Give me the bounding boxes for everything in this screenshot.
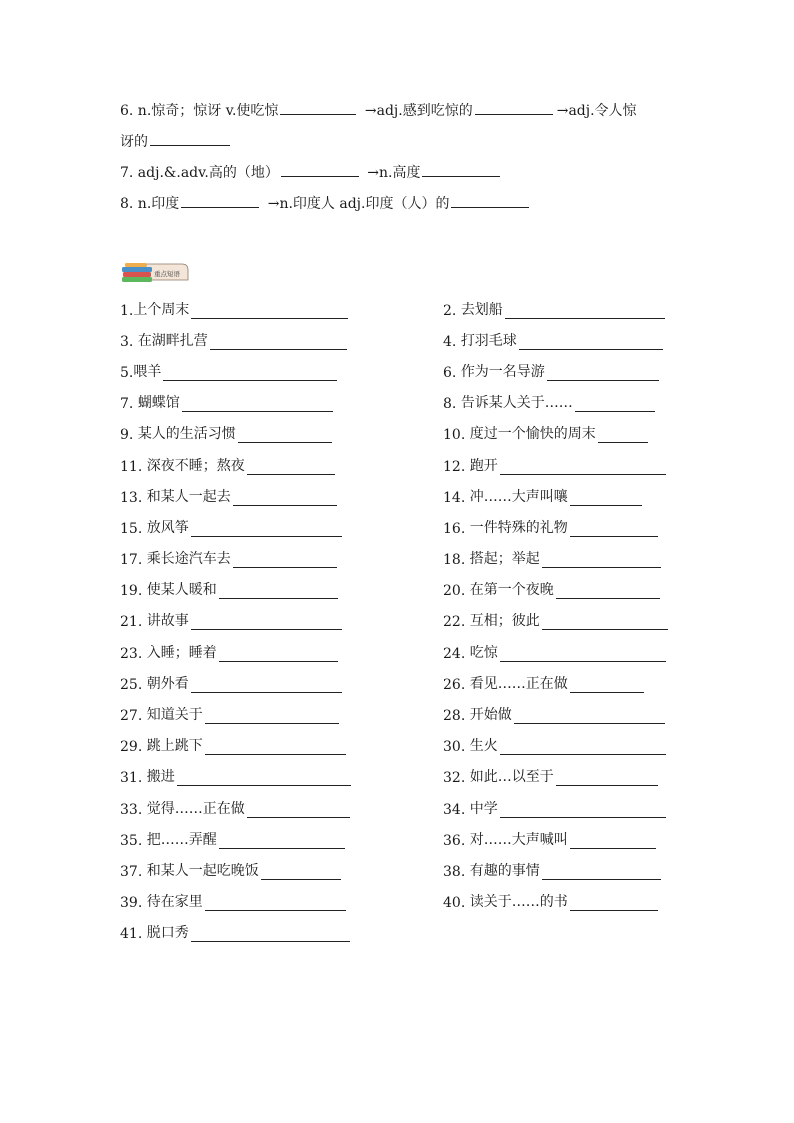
vocab-6-adj2: →adj.令人惊 — [556, 103, 637, 119]
phrase-row — [120, 823, 680, 854]
answer-blank[interactable] — [570, 894, 658, 911]
answer-blank[interactable] — [500, 645, 666, 662]
phrase-label: 搭起；举起 — [469, 551, 540, 568]
answer-blank[interactable] — [205, 894, 346, 911]
phrase-label: 冲……大声叫嚷 — [469, 488, 568, 505]
phrase-number: 4. — [443, 333, 461, 350]
phrase-label: 去划船 — [460, 301, 503, 318]
phrase-row — [120, 574, 680, 605]
answer-blank[interactable] — [191, 520, 342, 537]
phrase-row — [120, 511, 680, 542]
phrase-label: 知道关于 — [146, 707, 203, 724]
answer-blank[interactable] — [451, 190, 529, 208]
phrase-label: 中学 — [469, 800, 498, 817]
phrase-item — [443, 517, 680, 537]
vocab-6-adj1: →adj.感到吃惊的 — [360, 103, 473, 119]
phrase-item — [443, 392, 680, 412]
phrase-number: 39. — [120, 895, 147, 912]
phrase-item — [120, 798, 443, 818]
answer-blank[interactable] — [191, 613, 342, 630]
phrase-row — [120, 636, 680, 667]
answer-blank[interactable] — [182, 395, 333, 412]
phrase-row — [120, 605, 680, 636]
answer-blank[interactable] — [570, 489, 642, 506]
phrase-number: 23. — [120, 645, 147, 662]
answer-blank[interactable] — [500, 738, 666, 755]
phrase-item — [443, 330, 680, 350]
answer-blank[interactable] — [570, 832, 656, 849]
phrase-item — [443, 455, 680, 475]
phrase-item — [120, 299, 443, 319]
phrase-label: 某人的生活习惯 — [137, 426, 236, 443]
answer-blank[interactable] — [280, 97, 356, 115]
phrase-label: 打羽毛球 — [460, 332, 517, 349]
phrase-item — [120, 423, 443, 443]
answer-blank[interactable] — [547, 364, 659, 381]
phrase-number: 1. — [120, 302, 134, 319]
vocab-7-prompt: 7. adj.&.adv.高的（地） — [120, 165, 279, 181]
answer-blank[interactable] — [181, 190, 259, 208]
phrase-label: 作为一名导游 — [460, 363, 545, 380]
phrase-number: 6. — [443, 364, 461, 381]
phrase-item — [120, 891, 443, 911]
answer-blank[interactable] — [556, 769, 658, 786]
phrase-number: 31. — [120, 770, 147, 787]
phrase-label: 朝外看 — [146, 675, 189, 692]
answer-blank[interactable] — [575, 395, 655, 412]
phrase-row — [120, 917, 680, 948]
key-phrases-list — [120, 293, 680, 948]
phrase-label: 一件特殊的礼物 — [469, 519, 568, 536]
vocab-8-prompt: 8. n.印度 — [120, 196, 180, 212]
phrase-number: 30. — [443, 739, 470, 756]
phrase-item — [120, 330, 443, 350]
answer-blank[interactable] — [219, 582, 338, 599]
phrase-number: 40. — [443, 895, 470, 912]
phrase-item — [443, 361, 680, 381]
phrase-number: 32. — [443, 770, 470, 787]
phrase-label: 对……大声喊叫 — [469, 831, 568, 848]
phrase-label: 跑开 — [469, 457, 498, 474]
phrase-item — [443, 735, 680, 755]
vocab-item-6-cont — [120, 127, 690, 158]
phrase-item — [443, 829, 680, 849]
phrase-number: 15. — [120, 520, 147, 537]
phrase-item — [120, 673, 443, 693]
phrase-label: 乘长途汽车去 — [146, 551, 231, 568]
phrase-label: 读关于……的书 — [469, 894, 568, 911]
phrase-row — [120, 543, 680, 574]
answer-blank[interactable] — [542, 863, 661, 880]
answer-blank[interactable] — [163, 364, 337, 381]
phrase-number: 12. — [443, 458, 470, 475]
phrase-number: 27. — [120, 708, 147, 725]
vocab-6-prompt: 6. n.惊奇；惊讶 v.使吃惊 — [120, 103, 279, 119]
phrase-row — [120, 449, 680, 480]
answer-blank[interactable] — [219, 832, 345, 849]
answer-blank[interactable] — [247, 801, 350, 818]
phrase-item — [120, 704, 443, 724]
answer-blank[interactable] — [261, 863, 341, 880]
answer-blank[interactable] — [150, 128, 230, 146]
answer-blank[interactable] — [219, 645, 338, 662]
phrase-number: 21. — [120, 614, 147, 631]
phrase-number: 26. — [443, 676, 470, 693]
phrase-item — [443, 642, 680, 662]
phrase-item — [120, 579, 443, 599]
answer-blank[interactable] — [205, 707, 339, 724]
vocabulary-section — [120, 96, 690, 220]
phrase-row — [120, 886, 680, 917]
answer-blank[interactable] — [514, 707, 665, 724]
phrase-number: 10. — [443, 427, 470, 444]
answer-blank[interactable] — [556, 582, 660, 599]
phrase-label: 入睡；睡着 — [146, 644, 217, 661]
vocab-item-8 — [120, 189, 690, 220]
answer-blank[interactable] — [233, 489, 337, 506]
phrase-number: 24. — [443, 645, 470, 662]
phrase-number: 22. — [443, 614, 470, 631]
answer-blank[interactable] — [542, 551, 661, 568]
answer-blank[interactable] — [247, 458, 335, 475]
answer-blank[interactable] — [542, 613, 668, 630]
phrase-label: 觉得……正在做 — [146, 800, 245, 817]
phrase-number: 13. — [120, 489, 147, 506]
phrase-item — [120, 860, 443, 880]
answer-blank[interactable] — [570, 520, 658, 537]
phrase-item — [120, 455, 443, 475]
phrase-number: 19. — [120, 583, 147, 600]
phrase-label: 脱口秀 — [146, 925, 189, 942]
phrase-number: 5. — [120, 364, 134, 381]
phrase-item — [120, 766, 443, 786]
phrase-label: 使某人暖和 — [146, 582, 217, 599]
phrase-row — [120, 418, 680, 449]
phrase-number: 2. — [443, 302, 461, 319]
books-icon — [120, 258, 192, 286]
answer-blank[interactable] — [570, 676, 644, 693]
phrase-number: 28. — [443, 708, 470, 725]
phrase-number: 3. — [120, 333, 138, 350]
phrase-item — [120, 517, 443, 537]
phrase-row — [120, 355, 680, 386]
phrase-label: 讲故事 — [146, 613, 189, 630]
phrase-item — [443, 766, 680, 786]
phrase-item — [443, 891, 680, 911]
vocab-item-6 — [120, 96, 690, 127]
phrase-number: 29. — [120, 739, 147, 756]
phrase-row — [120, 667, 680, 698]
phrase-row — [120, 480, 680, 511]
phrase-row — [120, 293, 680, 324]
phrase-label: 跳上跳下 — [146, 738, 203, 755]
phrase-number: 38. — [443, 863, 470, 880]
phrase-item — [443, 860, 680, 880]
phrase-label: 喂羊 — [133, 363, 162, 380]
phrase-label: 待在家里 — [146, 894, 203, 911]
phrase-number: 9. — [120, 427, 138, 444]
answer-blank[interactable] — [500, 801, 666, 818]
phrase-row — [120, 792, 680, 823]
phrase-item — [120, 610, 443, 630]
phrase-row — [120, 730, 680, 761]
phrase-row — [120, 698, 680, 729]
phrase-item — [443, 610, 680, 630]
answer-blank[interactable] — [422, 159, 500, 177]
phrase-item — [443, 299, 680, 319]
phrase-label: 度过一个愉快的周末 — [469, 426, 596, 443]
phrase-item — [120, 735, 443, 755]
answer-blank[interactable] — [281, 159, 359, 177]
phrase-label: 吃惊 — [469, 644, 498, 661]
phrase-item — [443, 548, 680, 568]
answer-blank[interactable] — [177, 769, 351, 786]
phrase-label: 有趣的事情 — [469, 862, 540, 879]
phrase-label: 和某人一起去 — [146, 488, 231, 505]
vocab-8-adj: →n.印度人 adj.印度（人）的 — [263, 196, 450, 212]
answer-blank[interactable] — [500, 458, 666, 475]
phrase-row — [120, 761, 680, 792]
answer-blank[interactable] — [210, 333, 347, 350]
phrase-label: 看见……正在做 — [469, 675, 568, 692]
answer-blank[interactable] — [233, 551, 337, 568]
phrase-label: 放风筝 — [146, 519, 189, 536]
phrase-item — [443, 423, 680, 443]
vocab-7-noun: →n.高度 — [362, 165, 421, 181]
answer-blank[interactable] — [519, 333, 663, 350]
vocab-6-adj2-cont: 讶的 — [120, 134, 148, 150]
phrase-number: 41. — [120, 926, 147, 943]
answer-blank[interactable] — [191, 302, 348, 319]
answer-blank[interactable] — [505, 302, 665, 319]
phrase-number: 25. — [120, 676, 147, 693]
phrase-item — [443, 798, 680, 818]
phrase-number: 16. — [443, 520, 470, 537]
phrase-label: 开始做 — [469, 707, 512, 724]
phrase-item — [120, 642, 443, 662]
phrase-item — [120, 392, 443, 412]
phrase-number: 11. — [120, 458, 147, 475]
phrase-item — [443, 579, 680, 599]
phrase-label: 互相；彼此 — [469, 613, 540, 630]
phrase-item — [120, 922, 443, 942]
phrase-number: 14. — [443, 489, 470, 506]
answer-blank[interactable] — [191, 925, 350, 942]
vocab-item-7 — [120, 158, 690, 189]
answer-blank[interactable] — [238, 426, 332, 443]
phrase-label: 在湖畔扎营 — [137, 332, 208, 349]
phrase-number: 34. — [443, 801, 470, 818]
answer-blank[interactable] — [191, 676, 342, 693]
phrase-label: 生火 — [469, 738, 498, 755]
phrase-label: 搬进 — [146, 769, 175, 786]
phrase-number: 7. — [120, 396, 138, 413]
phrase-label: 如此…以至于 — [469, 769, 554, 786]
phrase-item — [443, 704, 680, 724]
answer-blank[interactable] — [598, 426, 648, 443]
phrase-label: 和某人一起吃晚饭 — [146, 862, 259, 879]
phrase-label: 把……弄醒 — [146, 831, 217, 848]
phrase-item — [120, 361, 443, 381]
phrase-item — [443, 673, 680, 693]
phrase-number: 37. — [120, 863, 147, 880]
phrase-number: 36. — [443, 832, 470, 849]
phrase-row — [120, 387, 680, 418]
phrase-number: 18. — [443, 552, 470, 569]
phrase-item — [443, 486, 680, 506]
phrase-label: 蝴蝶馆 — [137, 395, 180, 412]
phrase-label: 深夜不睡；熬夜 — [146, 457, 245, 474]
answer-blank[interactable] — [475, 97, 553, 115]
phrase-number: 20. — [443, 583, 470, 600]
phrase-number: 8. — [443, 396, 461, 413]
phrase-label: 在第一个夜晚 — [469, 582, 554, 599]
phrase-item — [120, 829, 443, 849]
badge-text: 重点短语 — [154, 270, 180, 278]
phrase-number: 35. — [120, 832, 147, 849]
answer-blank[interactable] — [205, 738, 346, 755]
phrase-item — [120, 486, 443, 506]
phrase-label: 告诉某人关于…… — [460, 395, 573, 412]
phrase-number: 17. — [120, 552, 147, 569]
phrase-item — [120, 548, 443, 568]
phrase-row — [120, 854, 680, 885]
phrase-row — [120, 324, 680, 355]
phrase-number: 33. — [120, 801, 147, 818]
phrase-label: 上个周末 — [133, 301, 190, 318]
key-phrases-badge — [120, 258, 192, 286]
